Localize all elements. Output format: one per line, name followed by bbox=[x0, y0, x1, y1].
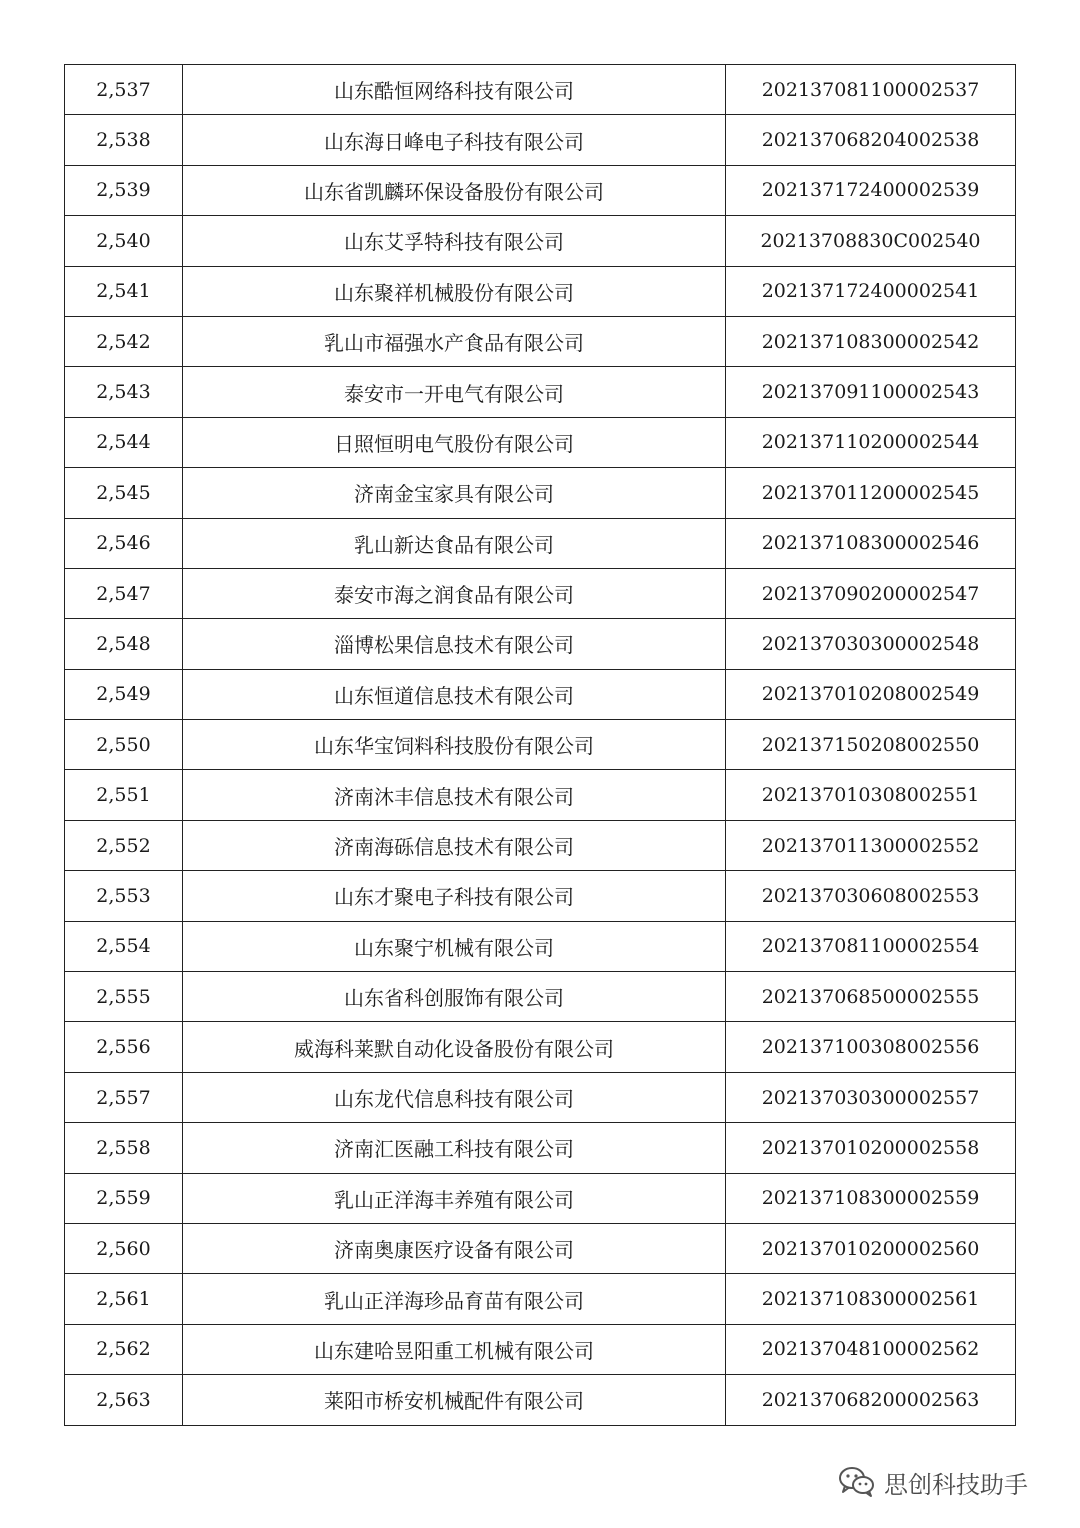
registration-code-cell: 202137108300002559 bbox=[726, 1173, 1016, 1223]
registration-code-cell: 202137068204002538 bbox=[726, 115, 1016, 165]
row-number-cell: 2,558 bbox=[65, 1123, 183, 1173]
table-row bbox=[65, 1324, 1016, 1374]
company-name-cell: 淄博松果信息技术有限公司 bbox=[183, 619, 726, 669]
row-number-cell: 2,559 bbox=[65, 1173, 183, 1223]
company-name-cell: 山东聚宁机械有限公司 bbox=[183, 921, 726, 971]
company-name-cell: 山东龙代信息科技有限公司 bbox=[183, 1072, 726, 1122]
company-name-cell: 山东恒道信息技术有限公司 bbox=[183, 669, 726, 719]
table-row bbox=[65, 1022, 1016, 1072]
company-name-cell: 山东艾孚特科技有限公司 bbox=[183, 216, 726, 266]
table-row bbox=[65, 568, 1016, 618]
table-row bbox=[65, 518, 1016, 568]
table-row bbox=[65, 216, 1016, 266]
row-number-cell: 2,542 bbox=[65, 316, 183, 366]
registration-code-cell: 202137108300002561 bbox=[726, 1274, 1016, 1324]
row-number-cell: 2,537 bbox=[65, 65, 183, 115]
company-name-cell: 莱阳市桥安机械配件有限公司 bbox=[183, 1375, 726, 1425]
company-name-cell: 山东省科创服饰有限公司 bbox=[183, 972, 726, 1022]
table-row bbox=[65, 1223, 1016, 1273]
table-row bbox=[65, 115, 1016, 165]
table-row bbox=[65, 972, 1016, 1022]
table-row bbox=[65, 720, 1016, 770]
company-name-cell: 山东华宝饲料科技股份有限公司 bbox=[183, 720, 726, 770]
company-name-cell: 威海科莱默自动化设备股份有限公司 bbox=[183, 1022, 726, 1072]
registration-code-cell: 202137030300002548 bbox=[726, 619, 1016, 669]
table-row bbox=[65, 669, 1016, 719]
table-row bbox=[65, 1375, 1016, 1425]
registration-code-cell: 202137172400002541 bbox=[726, 266, 1016, 316]
row-number-cell: 2,556 bbox=[65, 1022, 183, 1072]
row-number-cell: 2,563 bbox=[65, 1375, 183, 1425]
registration-code-cell: 202137010200002558 bbox=[726, 1123, 1016, 1173]
registration-code-cell: 202137081100002554 bbox=[726, 921, 1016, 971]
registration-code-cell: 202137011200002545 bbox=[726, 468, 1016, 518]
row-number-cell: 2,548 bbox=[65, 619, 183, 669]
registration-code-cell: 202137010208002549 bbox=[726, 669, 1016, 719]
company-table-body bbox=[65, 65, 1016, 1426]
company-name-cell: 济南奥康医疗设备有限公司 bbox=[183, 1223, 726, 1273]
registration-code-cell: 202137010308002551 bbox=[726, 770, 1016, 820]
row-number-cell: 2,557 bbox=[65, 1072, 183, 1122]
company-name-cell: 乳山正洋海珍品育苗有限公司 bbox=[183, 1274, 726, 1324]
registration-code-cell: 202137068500002555 bbox=[726, 972, 1016, 1022]
company-name-cell: 山东才聚电子科技有限公司 bbox=[183, 871, 726, 921]
company-name-cell: 山东建哈昱阳重工机械有限公司 bbox=[183, 1324, 726, 1374]
watermark bbox=[838, 1462, 1028, 1502]
row-number-cell: 2,545 bbox=[65, 468, 183, 518]
registration-code-cell: 202137011300002552 bbox=[726, 820, 1016, 870]
row-number-cell: 2,562 bbox=[65, 1324, 183, 1374]
company-name-cell: 乳山新达食品有限公司 bbox=[183, 518, 726, 568]
wechat-icon bbox=[838, 1466, 876, 1498]
registration-code-cell: 202137048100002562 bbox=[726, 1324, 1016, 1374]
company-name-cell: 山东海日峰电子科技有限公司 bbox=[183, 115, 726, 165]
table-row bbox=[65, 1123, 1016, 1173]
row-number-cell: 2,561 bbox=[65, 1274, 183, 1324]
registration-code-cell: 202137090200002547 bbox=[726, 568, 1016, 618]
watermark-text: 思创科技助手 bbox=[884, 1470, 1028, 1499]
row-number-cell: 2,555 bbox=[65, 972, 183, 1022]
registration-code-cell: 20213708830C002540 bbox=[726, 216, 1016, 266]
row-number-cell: 2,538 bbox=[65, 115, 183, 165]
row-number-cell: 2,543 bbox=[65, 367, 183, 417]
table-row bbox=[65, 1072, 1016, 1122]
registration-code-cell: 202137150208002550 bbox=[726, 720, 1016, 770]
company-name-cell: 乳山正洋海丰养殖有限公司 bbox=[183, 1173, 726, 1223]
row-number-cell: 2,551 bbox=[65, 770, 183, 820]
company-table bbox=[64, 64, 1016, 1426]
registration-code-cell: 202137030608002553 bbox=[726, 871, 1016, 921]
row-number-cell: 2,553 bbox=[65, 871, 183, 921]
company-name-cell: 济南汇医融工科技有限公司 bbox=[183, 1123, 726, 1173]
table-row bbox=[65, 65, 1016, 115]
table-row bbox=[65, 266, 1016, 316]
registration-code-cell: 202137108300002546 bbox=[726, 518, 1016, 568]
registration-code-cell: 202137030300002557 bbox=[726, 1072, 1016, 1122]
row-number-cell: 2,554 bbox=[65, 921, 183, 971]
table-row bbox=[65, 820, 1016, 870]
registration-code-cell: 202137100308002556 bbox=[726, 1022, 1016, 1072]
table-row bbox=[65, 1274, 1016, 1324]
table-row bbox=[65, 468, 1016, 518]
company-name-cell: 山东聚祥机械股份有限公司 bbox=[183, 266, 726, 316]
registration-code-cell: 202137108300002542 bbox=[726, 316, 1016, 366]
table-row bbox=[65, 619, 1016, 669]
company-name-cell: 济南海砾信息技术有限公司 bbox=[183, 820, 726, 870]
company-name-cell: 泰安市一开电气有限公司 bbox=[183, 367, 726, 417]
table-row bbox=[65, 1173, 1016, 1223]
registration-code-cell: 202137081100002537 bbox=[726, 65, 1016, 115]
table-row bbox=[65, 417, 1016, 467]
row-number-cell: 2,547 bbox=[65, 568, 183, 618]
row-number-cell: 2,540 bbox=[65, 216, 183, 266]
registration-code-cell: 202137091100002543 bbox=[726, 367, 1016, 417]
row-number-cell: 2,546 bbox=[65, 518, 183, 568]
registration-code-cell: 202137110200002544 bbox=[726, 417, 1016, 467]
company-name-cell: 乳山市福强水产食品有限公司 bbox=[183, 316, 726, 366]
table-row bbox=[65, 165, 1016, 215]
row-number-cell: 2,541 bbox=[65, 266, 183, 316]
company-list-sheet bbox=[64, 64, 1016, 1426]
registration-code-cell: 202137010200002560 bbox=[726, 1223, 1016, 1273]
table-row bbox=[65, 921, 1016, 971]
row-number-cell: 2,550 bbox=[65, 720, 183, 770]
company-name-cell: 济南金宝家具有限公司 bbox=[183, 468, 726, 518]
company-name-cell: 山东省凯麟环保设备股份有限公司 bbox=[183, 165, 726, 215]
row-number-cell: 2,544 bbox=[65, 417, 183, 467]
row-number-cell: 2,539 bbox=[65, 165, 183, 215]
company-name-cell: 山东酷恒网络科技有限公司 bbox=[183, 65, 726, 115]
table-row bbox=[65, 367, 1016, 417]
table-row bbox=[65, 770, 1016, 820]
company-name-cell: 日照恒明电气股份有限公司 bbox=[183, 417, 726, 467]
registration-code-cell: 202137172400002539 bbox=[726, 165, 1016, 215]
row-number-cell: 2,552 bbox=[65, 820, 183, 870]
company-name-cell: 泰安市海之润食品有限公司 bbox=[183, 568, 726, 618]
registration-code-cell: 202137068200002563 bbox=[726, 1375, 1016, 1425]
company-name-cell: 济南沐丰信息技术有限公司 bbox=[183, 770, 726, 820]
table-row bbox=[65, 316, 1016, 366]
table-row bbox=[65, 871, 1016, 921]
row-number-cell: 2,560 bbox=[65, 1223, 183, 1273]
row-number-cell: 2,549 bbox=[65, 669, 183, 719]
